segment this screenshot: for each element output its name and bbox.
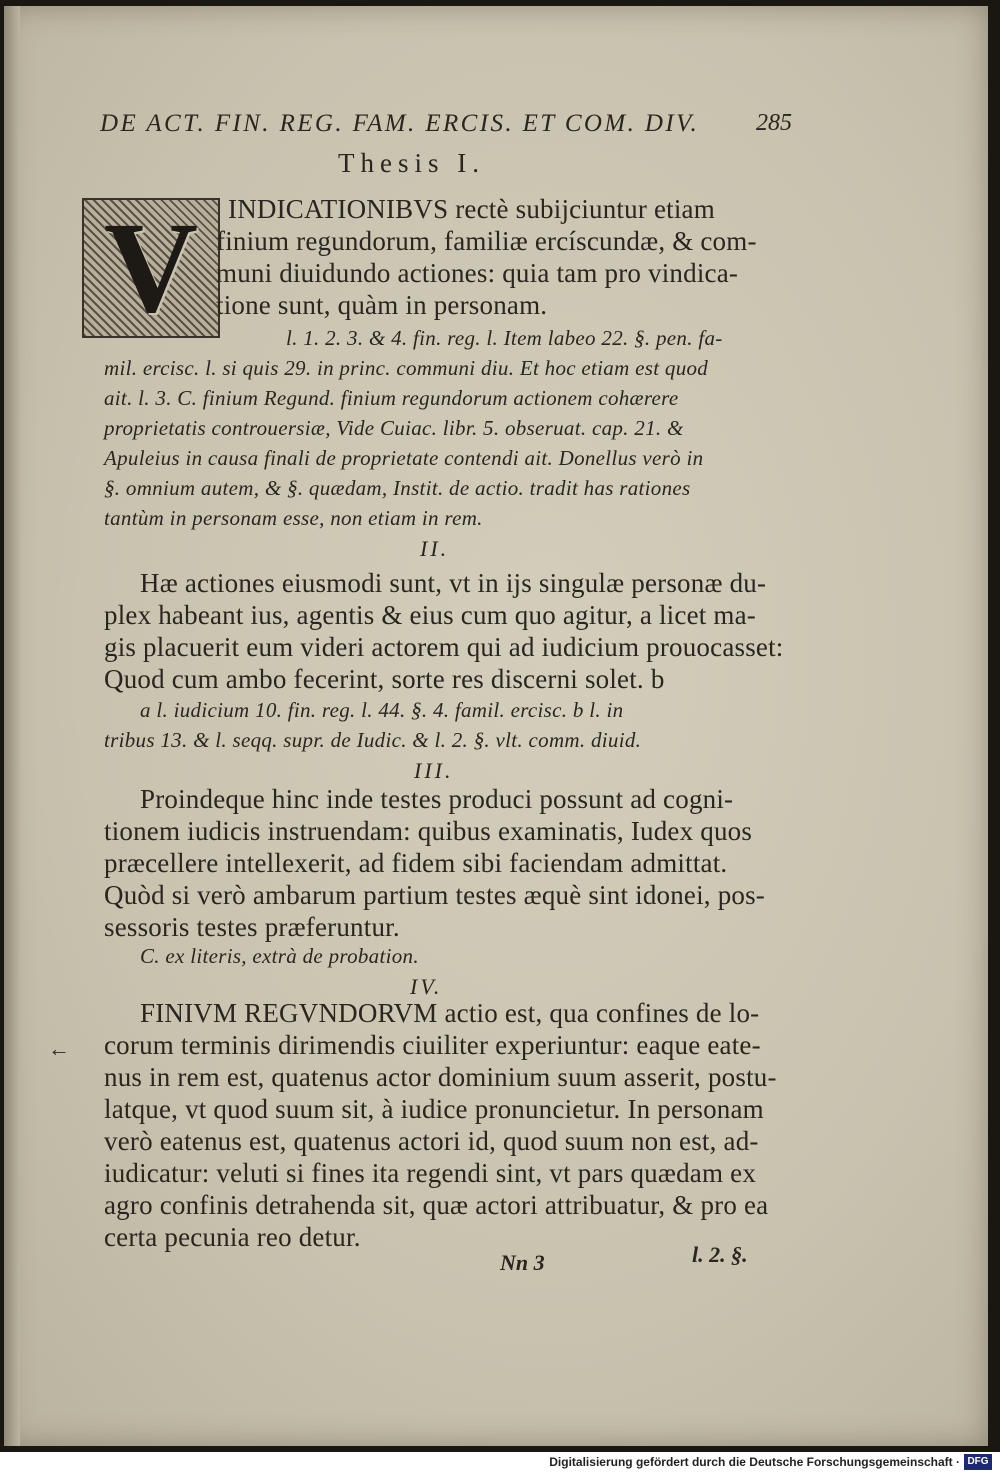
catchword: l. 2. §. <box>692 1242 748 1267</box>
thesis1-line: INDICATIONIBVS rectè subijciuntur etiam <box>228 194 715 224</box>
thesis4-line: corum terminis dirimendis ciuiliter experiuntur: eaque eate- <box>104 1030 761 1060</box>
page-number: 285 <box>756 110 792 136</box>
thesis3-line: sessoris testes præferuntur. <box>104 912 400 942</box>
thesis4-line: agro confinis detrahenda sit, quæ actori attribuatur, & pro ea <box>104 1190 769 1220</box>
thesis1-line: tione sunt, quàm in personam. <box>216 290 548 320</box>
thesis-number: III. <box>414 758 454 783</box>
thesis2-note-line: a l. iudicium 10. fin. reg. l. 44. §. 4. famil. ercisc. b l. in <box>140 698 624 722</box>
thesis4-line: certa pecunia reo detur. <box>104 1222 361 1252</box>
book-page <box>4 6 988 1446</box>
thesis2-line: Hæ actiones eiusmodi sunt, vt in ijs singulæ personæ du- <box>140 568 767 598</box>
thesis4-line: iudicatur: veluti si fines ita regendi sint, vt pars quædam ex <box>104 1158 757 1188</box>
thesis3-line: tionem iudicis instruendam: quibus examinatis, Iudex quos <box>104 816 753 846</box>
thesis-title: Thesis I. <box>338 148 485 178</box>
thesis1-note-line: §. omnium autem, & §. quædam, Instit. de actio. tradit has rationes <box>104 476 691 500</box>
thesis4-line: nus in rem est, quatenus actor dominium suum asserit, postu- <box>104 1062 777 1092</box>
initial-letter: V <box>104 196 198 340</box>
dfg-logo-icon: DFG <box>964 1454 992 1470</box>
funding-credit: Digitalisierung gefördert durch die Deutsche Forschungsgemeinschaft · <box>549 1455 960 1469</box>
thesis-number: IV. <box>410 974 443 999</box>
thesis1-note-line: tantùm in personam esse, non etiam in rem. <box>104 506 483 530</box>
margin-mark-icon: ← <box>48 1036 70 1061</box>
thesis1-note-line: Apuleius in causa finali de proprietate contendi ait. Donellus verò in <box>104 446 704 470</box>
thesis3-line: præcellere intellexerit, ad fidem sibi faciendam admittat. <box>104 848 728 878</box>
thesis2-line: gis placuerit eum videri actorem qui ad iudicium prouocasset: <box>104 632 784 662</box>
signature-mark: Nn 3 <box>500 1250 545 1275</box>
thesis3-line: Quòd si verò ambarum partium testes æquè sint idonei, pos- <box>104 880 765 910</box>
funding-footer <box>0 1452 1000 1474</box>
thesis2-line: Quod cum ambo fecerint, sorte res discerni solet. b <box>104 664 665 694</box>
thesis1-line: finium regundorum, familiæ ercíscundæ, & com- <box>216 226 757 256</box>
thesis4-line: FINIVM REGVNDORVM actio est, qua confines de lo- <box>140 998 760 1028</box>
thesis2-line: plex habeant ius, agentis & eius cum quo agitur, a licet ma- <box>104 600 756 630</box>
thesis1-note-line: proprietatis controuersiæ, Vide Cuiac. libr. 5. obseruat. cap. 21. & <box>104 416 684 440</box>
thesis1-note-line: mil. ercisc. l. si quis 29. in princ. communi diu. Et hoc etiam est quod <box>104 356 709 380</box>
thesis2-note-line: tribus 13. & l. seqq. supr. de Iudic. & l. 2. §. vlt. comm. diuid. <box>104 728 642 752</box>
page-spine-shadow <box>4 6 20 1446</box>
thesis1-line: muni diuidundo actiones: quia tam pro vindica- <box>216 258 739 288</box>
thesis3-note-line: C. ex literis, extrà de probation. <box>140 944 419 968</box>
decorated-initial <box>82 198 220 338</box>
running-head: DE ACT. FIN. REG. FAM. ERCIS. ET COM. DIV. <box>100 110 700 137</box>
thesis4-line: latque, vt quod suum sit, à iudice pronuncietur. In personam <box>104 1094 764 1124</box>
thesis1-note-line: ait. l. 3. C. finium Regund. finium regundorum actionem cohærere <box>104 386 679 410</box>
thesis4-line: verò eatenus est, quatenus actori id, quod suum non est, ad- <box>104 1126 759 1156</box>
thesis3-line: Proindeque hinc inde testes produci possunt ad cogni- <box>140 784 734 814</box>
thesis-number: II. <box>420 536 450 561</box>
thesis1-note-line: l. 1. 2. 3. & 4. fin. reg. l. Item labeo 22. §. pen. fa- <box>286 326 723 350</box>
